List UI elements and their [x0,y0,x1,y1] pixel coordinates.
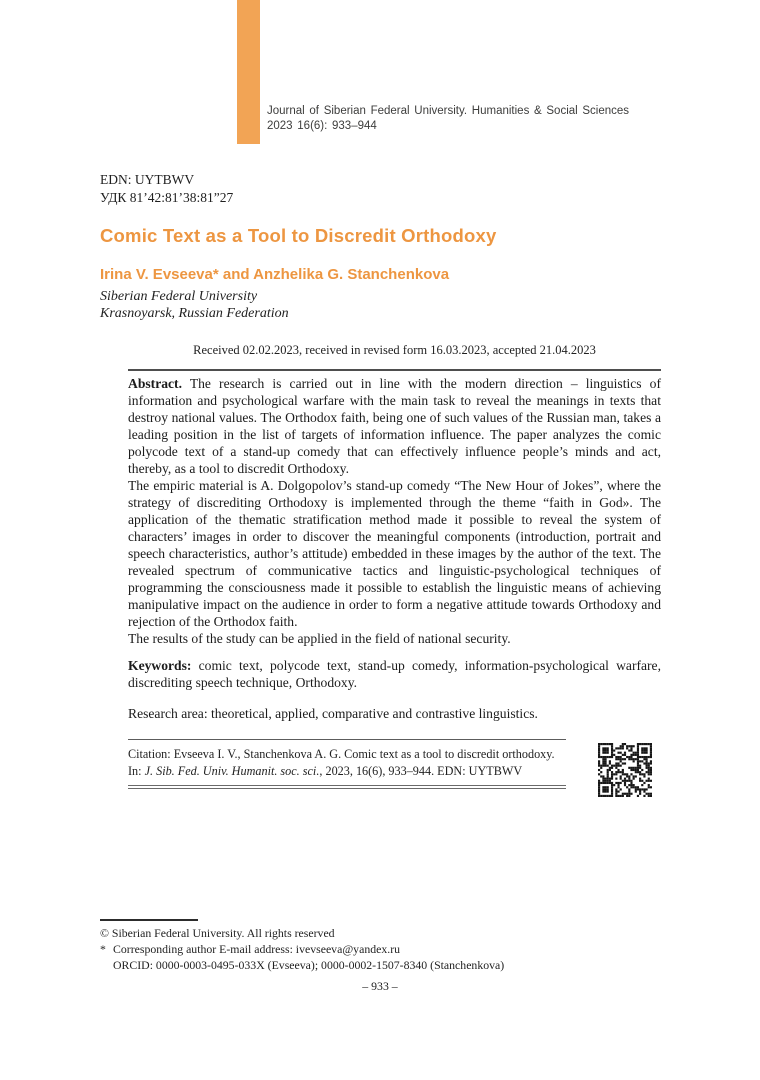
affiliation-university: Siberian Federal University [100,289,258,304]
affiliation-city: Krasnoyarsk, Russian Federation [100,306,289,321]
citation-line1: Citation: Evseeva I. V., Stanchenkova A. G. Comic text as a tool to discredit orthodoxy. [128,747,555,761]
citation-journal-abbrev: J. Sib. Fed. Univ. Humanit. soc. sci. [144,763,320,778]
orcid-note: ORCID: 0000-0003-0495-033X (Evseeva); 0000-0002-1507-8340 (Stanchenkova) [113,957,505,972]
qr-code [598,743,652,797]
citation-text [128,746,566,779]
citation-rule-bottom [128,785,566,789]
abstract-label: Abstract. [128,376,182,391]
affiliation [100,288,289,322]
received-dates: Received 02.02.2023, received in revised form 16.03.2023, accepted 21.04.2023 [193,343,596,357]
keywords-line: Keywords: comic text, polycode text, stand-up comedy, information-psychological warfare, discrediting speech technique, Orthodoxy. [128,658,661,690]
keywords-label: Keywords: [128,658,192,673]
article-meta [100,171,233,207]
footnotes [100,926,640,973]
authors-line: Irina V. Evseeva* and Anzhelika G. Stanchenkova [100,266,450,283]
citation-line2: In: J. Sib. Fed. Univ. Humanit. soc. sci., 2023, 16(6), 933–944. EDN: UYTBWV [128,763,523,778]
abstract-paragraph: The results of the study can be applied in the field of national security. [128,631,511,646]
edn-code: EDN: UYTBWV [100,172,195,187]
copyright-note: © Siberian Federal University. All rights reserved [100,926,335,940]
abstract-paragraph: The empiric material is A. Dolgopolov’s stand-up comedy “The New Hour of Jokes”, where the strategy of discrediting Orthodoxy is implemented through the theme “faith in God». The application of the thematic stratification method made it possible to reveal the system of characters’ images in order to discover the meaningful components (introduction, portrait and speech characteristics, author’s attitude) embedded in these images by the author of the text. The revealed spectrum of communicative tactics and linguistic-psychological techniques of programming the consciousness made it possible to establish the linguistic means of achieving manipulative impact on the audience in order to form a negative attitude towards Orthodoxy and rejection of the Orthodox faith. [128,478,661,629]
asterisk-mark: * [100,941,106,956]
journal-header [267,104,687,134]
page-number: – 933 – [362,979,398,993]
citation-block [128,739,566,789]
abstract [128,375,661,722]
abstract-paragraph: Abstract. The research is carried out in line with the modern direction – linguistics of information and psychological warfare with the main task to reveal the meanings in texts that destroy national values. The Orthodox faith, being one of such values of the Russian man, takes a leading position in the list of targets of information influence. The paper analyzes the comic polycode text of a stand-up comedy that can effectively influence people’s minds and act, thereby, as a tool to discredit Orthodoxy. [128,376,661,476]
corresponding-author-note: * Corresponding author E-mail address: ivevseeva@yandex.ru [100,941,401,956]
accent-bar [237,0,260,144]
abstract-divider [128,369,661,371]
page-title: Comic Text as a Tool to Discredit Orthodoxy [100,225,497,246]
journal-name: Journal of Siberian Federal University. Humanities & Social Sciences [267,105,630,117]
udk-code: УДК 81’42:81’38:81”27 [100,190,234,205]
footnote-divider [100,919,198,921]
journal-issue: 2023 16(6): 933–944 [267,120,377,132]
research-area-line: Research area: theoretical, applied, comparative and contrastive linguistics. [128,706,538,721]
citation-rule-top [128,739,566,740]
